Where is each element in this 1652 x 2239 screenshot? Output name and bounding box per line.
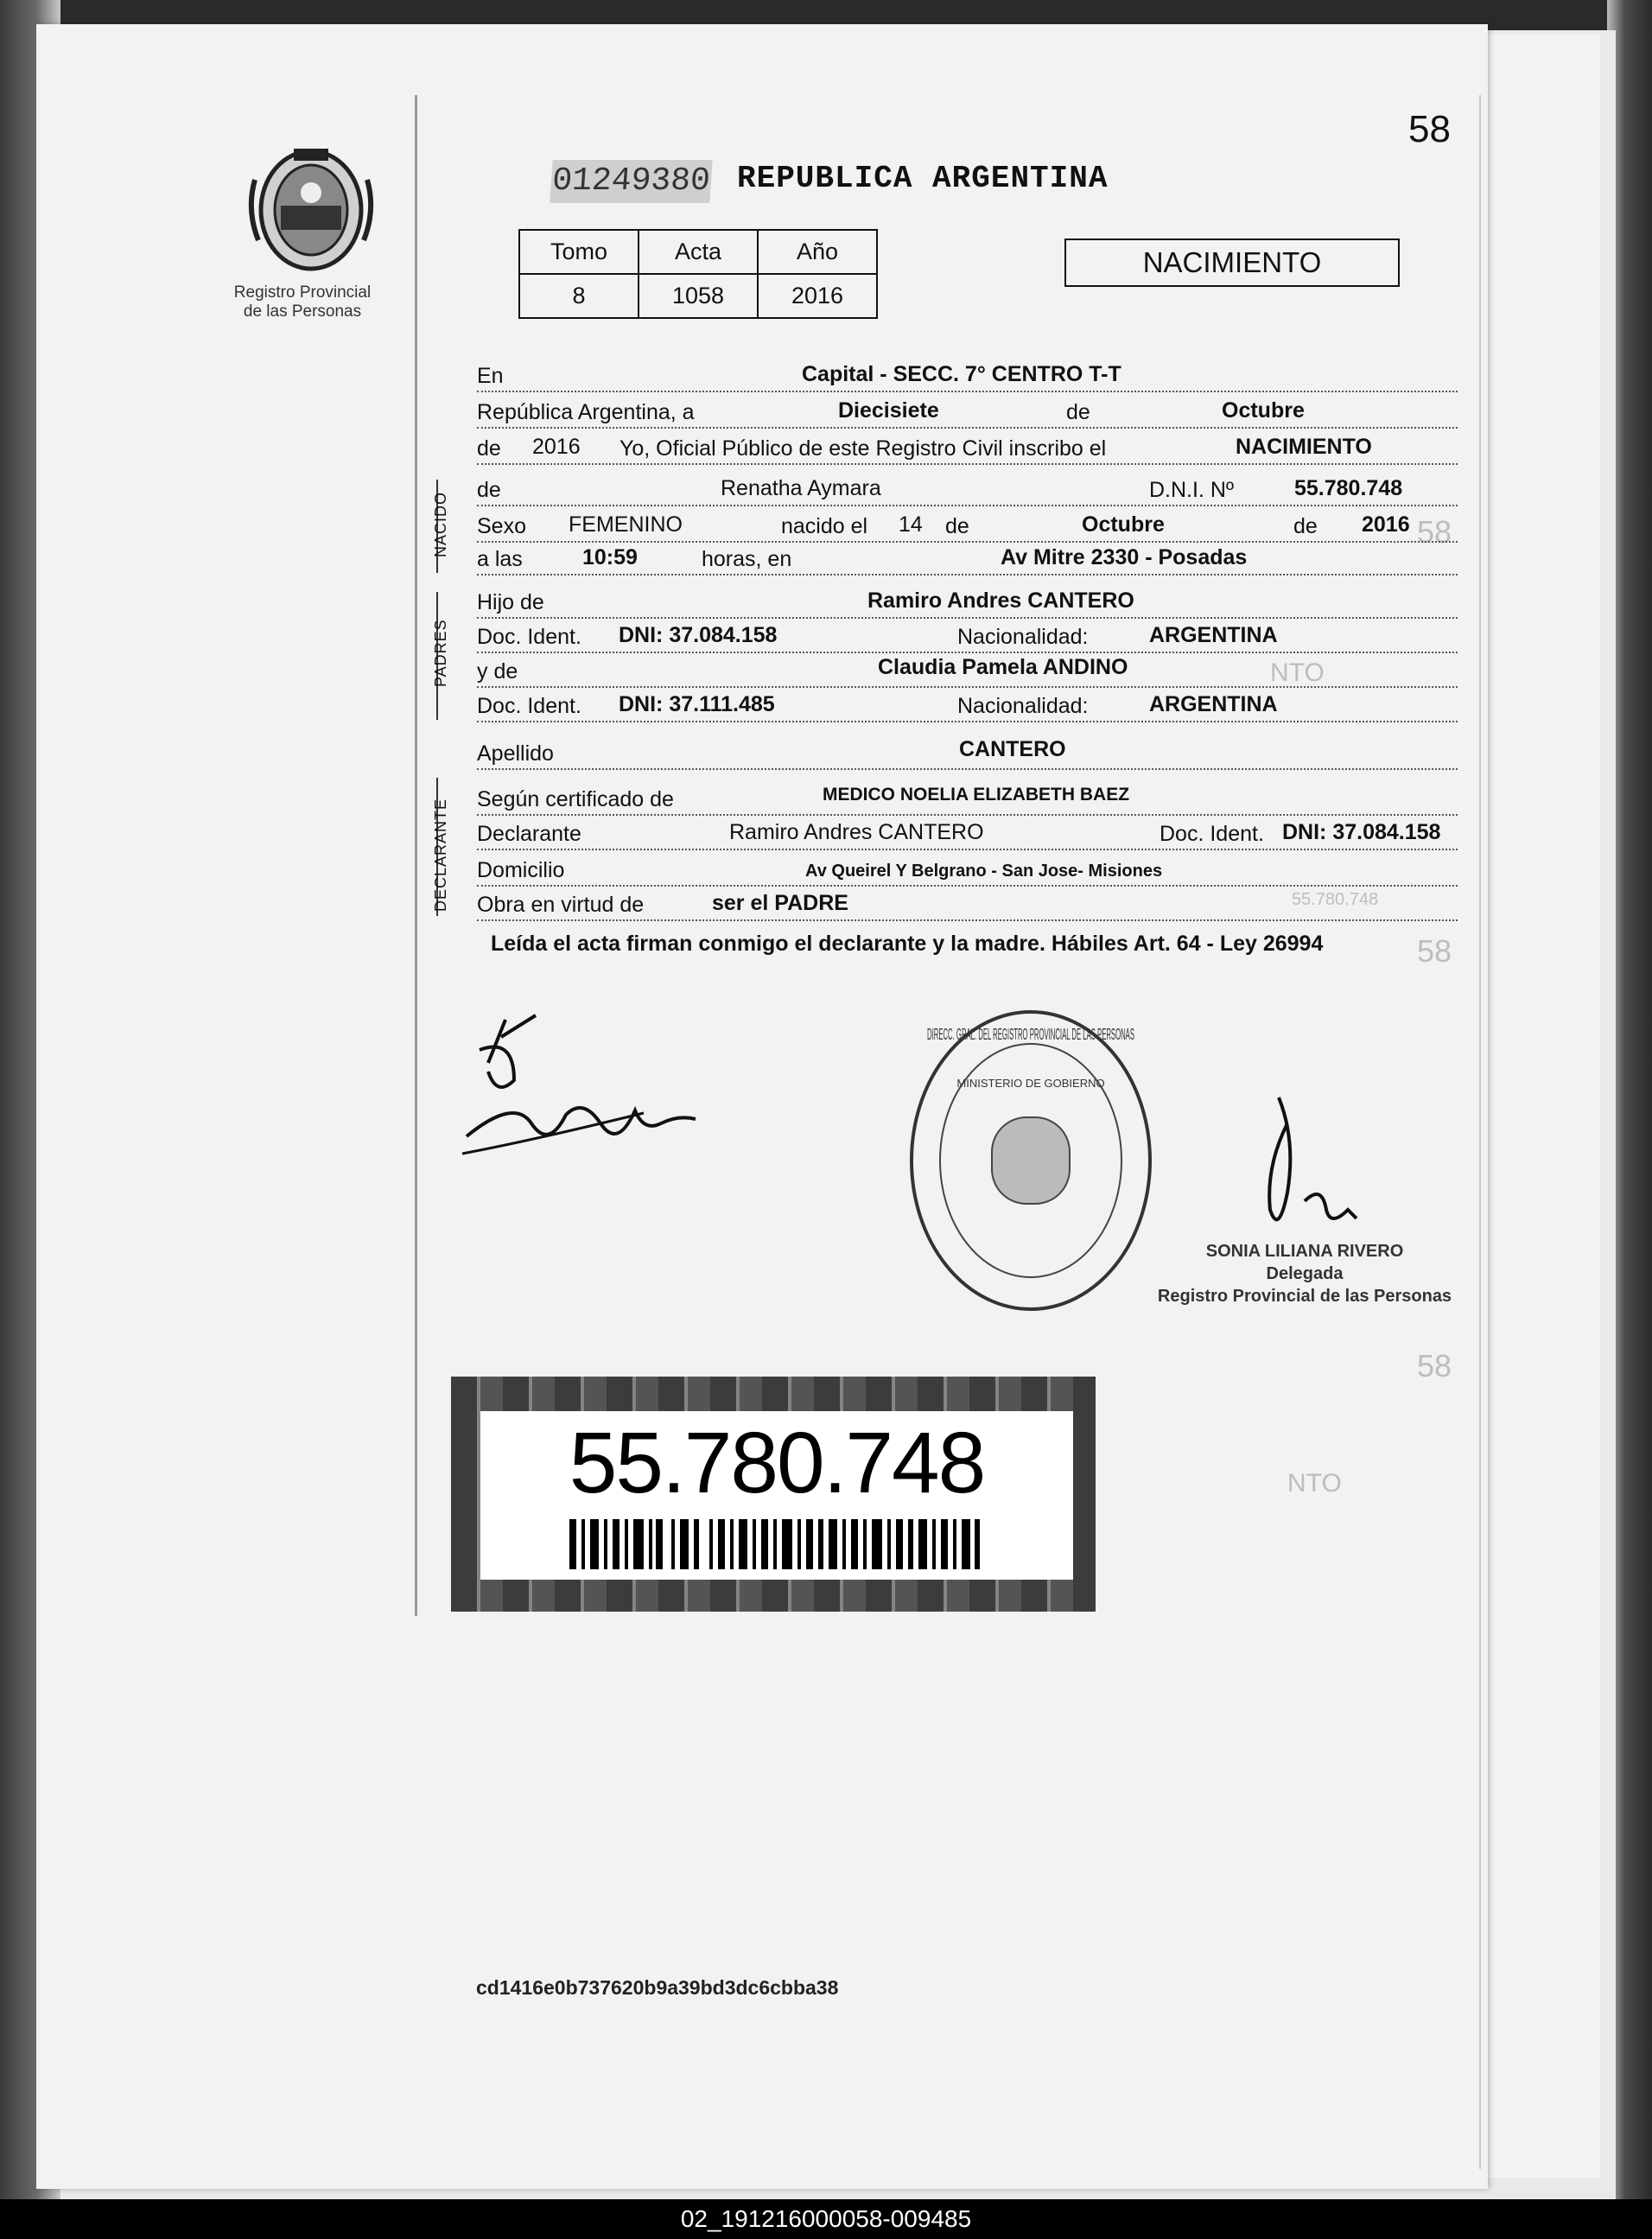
label-nacionalidad: Nacionalidad: xyxy=(957,694,1092,719)
section-label-nacido: NACIDO xyxy=(432,491,449,557)
label-en: En xyxy=(477,364,507,389)
label-dni: D.N.I. Nº xyxy=(1149,478,1237,503)
closing-note: Leída el acta firman conmigo el declarante y la madre. Hábiles Art. 64 - Ley 26994 xyxy=(491,932,1324,956)
ghost-text: NTO xyxy=(1287,1469,1342,1498)
label-sexo: Sexo xyxy=(477,514,530,539)
row-nombre xyxy=(477,475,1458,506)
value-dia: Diecisiete xyxy=(838,398,939,423)
label-domicilio: Domicilio xyxy=(477,858,568,883)
provincial-crest-logo xyxy=(246,145,376,275)
barcode-icon xyxy=(569,1519,980,1569)
row-apellido xyxy=(477,739,1458,770)
value-madre: Claudia Pamela ANDINO xyxy=(878,655,1128,679)
row-y-de xyxy=(477,657,1458,688)
label-segun: Según certificado de xyxy=(477,787,677,812)
value-tomo: 8 xyxy=(519,274,639,318)
label-de: de xyxy=(477,436,505,461)
label-apellido: Apellido xyxy=(477,741,557,766)
ghost-text: 55.780.748 xyxy=(1292,890,1379,909)
stamp-inner-text: MINISTERIO DE GOBIERNO xyxy=(956,1077,1105,1090)
crest-caption-line2: de las Personas xyxy=(243,302,362,321)
label-hijo-de: Hijo de xyxy=(477,590,548,615)
barcode-panel xyxy=(480,1411,1073,1580)
page-number: 58 xyxy=(1408,108,1451,150)
label-y-de: y de xyxy=(477,659,521,684)
label-republica: República Argentina, a xyxy=(477,400,698,425)
document-title: REPUBLICA ARGENTINA xyxy=(737,161,1109,196)
value-padre: Ramiro Andres CANTERO xyxy=(867,588,1134,613)
value-madre-doc: DNI: 37.111.485 xyxy=(619,692,775,716)
official-stamp xyxy=(905,1005,1156,1316)
row-hora xyxy=(477,544,1458,576)
official-signature xyxy=(1227,1089,1400,1253)
row-hijo-de xyxy=(477,588,1458,619)
value-lugar-nac: Av Mitre 2330 - Posadas xyxy=(1001,545,1248,569)
record-table-header-row xyxy=(519,230,877,274)
value-padre-doc: DNI: 37.084.158 xyxy=(619,623,778,647)
header-anio: Año xyxy=(758,230,877,274)
ghost-page-number: 58 xyxy=(1417,933,1452,969)
sheet-edge-line xyxy=(1479,95,1481,2169)
row-inscripcion xyxy=(477,434,1458,465)
label-doc-ident: Doc. Ident. xyxy=(1160,822,1268,847)
value-mes: Octubre xyxy=(1222,398,1305,423)
value-padre-nac: ARGENTINA xyxy=(1149,623,1278,647)
row-domicilio xyxy=(477,856,1458,887)
value-certificado: MEDICO NOELIA ELIZABETH BAEZ xyxy=(823,785,1130,805)
ghost-page-number: 58 xyxy=(1417,1348,1452,1383)
footer-image-id: 02_191216000058-009485 xyxy=(0,2199,1652,2239)
value-acta: 1058 xyxy=(639,274,758,318)
value-hora: 10:59 xyxy=(582,545,638,569)
value-declarante: Ramiro Andres CANTERO xyxy=(729,820,984,844)
barcode-number: 55.780.748 xyxy=(569,1415,985,1511)
value-lugar: Capital - SECC. 7° CENTRO T-T xyxy=(802,362,1121,386)
section-label-padres: PADRES xyxy=(432,619,449,687)
label-doc-ident: Doc. Ident. xyxy=(477,625,585,650)
value-dni: 55.780.748 xyxy=(1294,476,1403,500)
label-de: de xyxy=(477,478,505,503)
record-table-value-row xyxy=(519,274,877,318)
barcode-label xyxy=(451,1377,1096,1612)
row-declarante xyxy=(477,819,1458,850)
record-type-box: NACIMIENTO xyxy=(1064,239,1400,287)
value-domicilio: Av Queirel Y Belgrano - San Jose- Misiones xyxy=(805,862,1163,881)
record-table xyxy=(518,229,878,319)
label-nacionalidad: Nacionalidad: xyxy=(957,625,1092,650)
document-hash: cd1416e0b737620b9a39bd3dc6cbba38 xyxy=(476,1976,839,1999)
ghost-page-number: 58 xyxy=(1417,514,1452,550)
value-anio: 2016 xyxy=(758,274,877,318)
value-nac-mes: Octubre xyxy=(1082,512,1165,537)
label-inscribe: Yo, Oficial Público de este Registro Civil inscribo el xyxy=(620,436,1109,461)
value-obra: ser el PADRE xyxy=(712,891,848,915)
value-nac-anio: 2016 xyxy=(1362,512,1410,537)
row-sexo xyxy=(477,512,1458,543)
signer-role: Delegada xyxy=(1266,1264,1344,1283)
ghost-text: NTO xyxy=(1270,658,1325,687)
row-fecha xyxy=(477,398,1458,429)
label-de: de xyxy=(1293,514,1321,539)
serial-number: 01249380 xyxy=(550,160,712,203)
crest-caption xyxy=(216,283,389,321)
signer-name: SONIA LILIANA RIVERO xyxy=(1205,1242,1404,1261)
section-label-declarante: DECLARANTE xyxy=(432,798,449,912)
label-obra: Obra en virtud de xyxy=(477,893,647,918)
label-de: de xyxy=(945,514,973,539)
label-declarante: Declarante xyxy=(477,822,585,847)
underlying-sheet-edge xyxy=(1469,35,1600,2178)
label-nacido-el: nacido el xyxy=(781,514,871,539)
value-nac-dia: 14 xyxy=(899,512,923,537)
value-anio: 2016 xyxy=(532,435,581,459)
value-apellido: CANTERO xyxy=(959,737,1066,761)
header-acta: Acta xyxy=(639,230,758,274)
declarant-signature xyxy=(462,1011,704,1184)
label-horas-en: horas, en xyxy=(702,547,795,572)
stamp-outer-text: DIRECC. GRAL. DEL REGISTRO PROVINCIAL DE LAS PERSONAS xyxy=(927,1026,1134,1043)
row-en xyxy=(477,361,1458,392)
label-de: de xyxy=(1066,400,1094,425)
row-certificado xyxy=(477,785,1458,816)
crest-caption-line1: Registro Provincial xyxy=(233,283,372,302)
label-a-las: a las xyxy=(477,547,526,572)
label-doc-ident: Doc. Ident. xyxy=(477,694,585,719)
margin-line xyxy=(415,95,417,1616)
row-padre-doc xyxy=(477,622,1458,653)
signer-block xyxy=(1149,1240,1460,1307)
row-madre-doc xyxy=(477,691,1458,722)
signer-org: Registro Provincial de las Personas xyxy=(1157,1287,1452,1306)
header-tomo: Tomo xyxy=(519,230,639,274)
value-madre-nac: ARGENTINA xyxy=(1149,692,1278,716)
row-obra xyxy=(477,890,1458,921)
value-sexo: FEMENINO xyxy=(569,512,683,537)
value-declarante-doc: DNI: 37.084.158 xyxy=(1282,820,1441,844)
value-nombre: Renatha Aymara xyxy=(721,476,881,500)
value-inscribe: NACIMIENTO xyxy=(1236,435,1372,459)
